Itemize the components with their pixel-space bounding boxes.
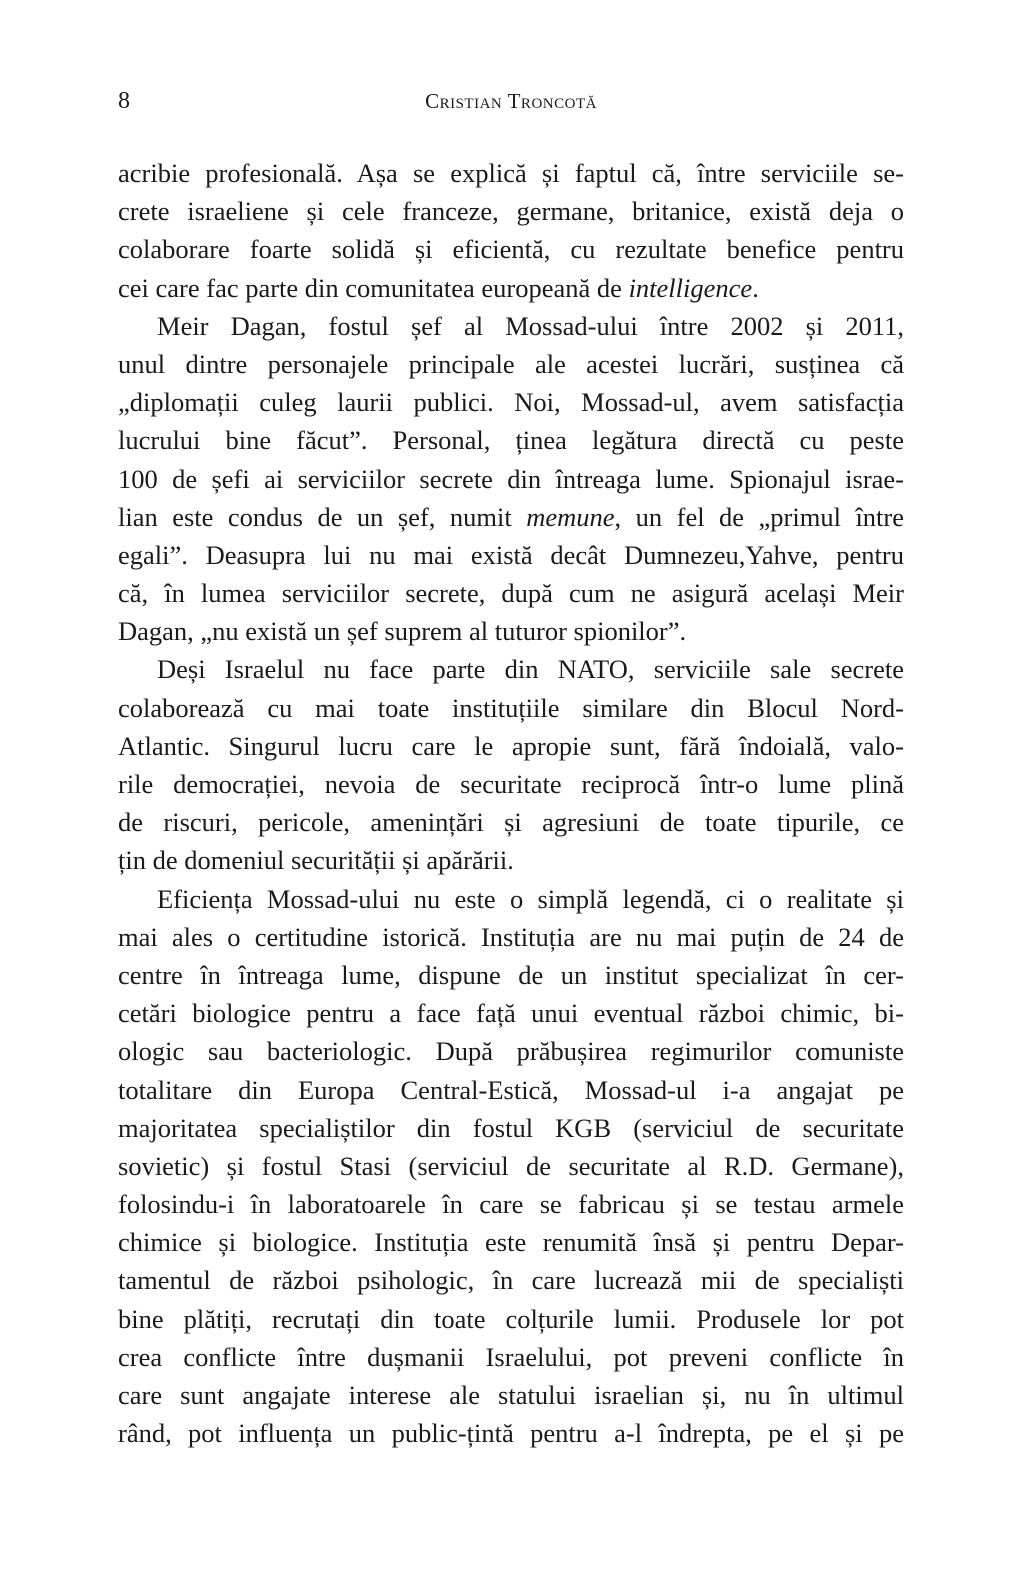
text-line: Atlantic. Singurul lucru care le apropie sunt, fără îndoială, valo- [118,730,904,761]
text-span: lian este condus de un șef, numit [118,501,527,532]
text-line: colaborează cu mai toate instituțiile similare din Blocul Nord- [118,692,904,723]
text-line: chimice și biologice. Instituția este renumită însă și pentru Depar- [118,1227,904,1258]
text-line: majoritatea specialiștilor din fostul KGB (serviciul de securitate [118,1112,904,1143]
text-line: „diplomații culeg laurii publici. Noi, Mossad-ul, avem satisfacția [118,387,904,418]
text-line: crete israeliene și cele franceze, germane, britanice, există deja o [118,196,904,227]
text-line: ologic sau bacteriologic. După prăbușirea regimurilor comuniste [118,1036,904,1067]
text-line: egali”. Deasupra lui nu mai există decât Dumnezeu,Yahve, pentru [118,539,904,570]
running-head-author: Cristian Troncotă [425,89,597,113]
text-line: centre în întreaga lume, dispune de un institut specializat în cer- [118,959,904,990]
text-line: mai ales o certitudine istorică. Instituția are nu mai puțin de 24 de [118,921,904,952]
text-line: care sunt angajate interese ale statului israelian și, nu în ultimul [118,1380,904,1410]
text-line: rând, pot influența un public-țintă pentru a-l îndrepta, pe el și pe [118,1418,904,1449]
paragraph-1 [118,154,904,307]
text-line: Meir Dagan, fostul șef al Mossad-ului între 2002 și 2011, [157,310,904,341]
text-line: de riscuri, pericole, amenințări și agresiuni de toate tipurile, ce [118,807,904,838]
text-line: acribie profesională. Așa se explică și faptul că, între serviciile se- [118,158,904,188]
text-line: cetări biologice pentru a face față unui eventual război chimic, bi- [118,998,904,1029]
paragraph-3 [118,650,904,879]
text-span: , un fel de „primul între [614,501,904,532]
text-line [118,269,904,307]
text-line [118,498,904,536]
text-line: 100 de șefi ai serviciilor secrete din întreaga lume. Spionajul israe- [118,463,904,494]
paragraph-2 [118,307,904,651]
text-line: țin de domeniul securității și apărării. [118,845,514,876]
text-line: rile democrației, nevoia de securitate reciprocă într-o lume plină [118,769,904,799]
text-line: sovietic) și fostul Stasi (serviciul de securitate al R.D. Germane), [118,1150,904,1181]
text-line: unul dintre personajele principale ale acestei lucrări, susținea că [118,348,904,379]
text-line: că, în lumea serviciilor secrete, după cum ne asigură același Meir [118,578,904,609]
page-body [118,154,904,1452]
text-line: colaborare foarte solidă și eficientă, cu rezultate benefice pentru [118,234,904,265]
text-line: lucrului bine făcut”. Personal, ținea legătura directă cu peste [118,425,904,456]
text-span: cei care fac parte din comunitatea europeană de [118,272,629,303]
text-line: Deși Israelul nu face parte din NATO, serviciile sale secrete [157,654,904,685]
italic-term: memune [526,501,615,532]
page-header [118,84,904,118]
text-line: crea conflicte între dușmanii Israelului, pot preveni conflicte în [118,1341,904,1372]
text-line: Dagan, „nu există un șef suprem al tuturor spionilor”. [118,616,687,647]
text-line: bine plătiți, recrutați din toate colțurile lumii. Produsele lor pot [118,1303,904,1334]
page-number: 8 [118,88,130,114]
italic-term: intelligence [628,272,753,303]
text-line: totalitare din Europa Central-Estică, Mossad-ul i-a angajat pe [118,1074,904,1105]
paragraph-4 [118,880,904,1453]
text-line: Eficiența Mossad-ului nu este o simplă legendă, ci o realitate și [157,883,904,914]
text-span: . [752,272,759,303]
text-line: folosindu-i în laboratoarele în care se fabricau și se testau armele [118,1189,904,1220]
text-line: tamentul de război psihologic, în care lucrează mii de specialiști [118,1265,904,1296]
